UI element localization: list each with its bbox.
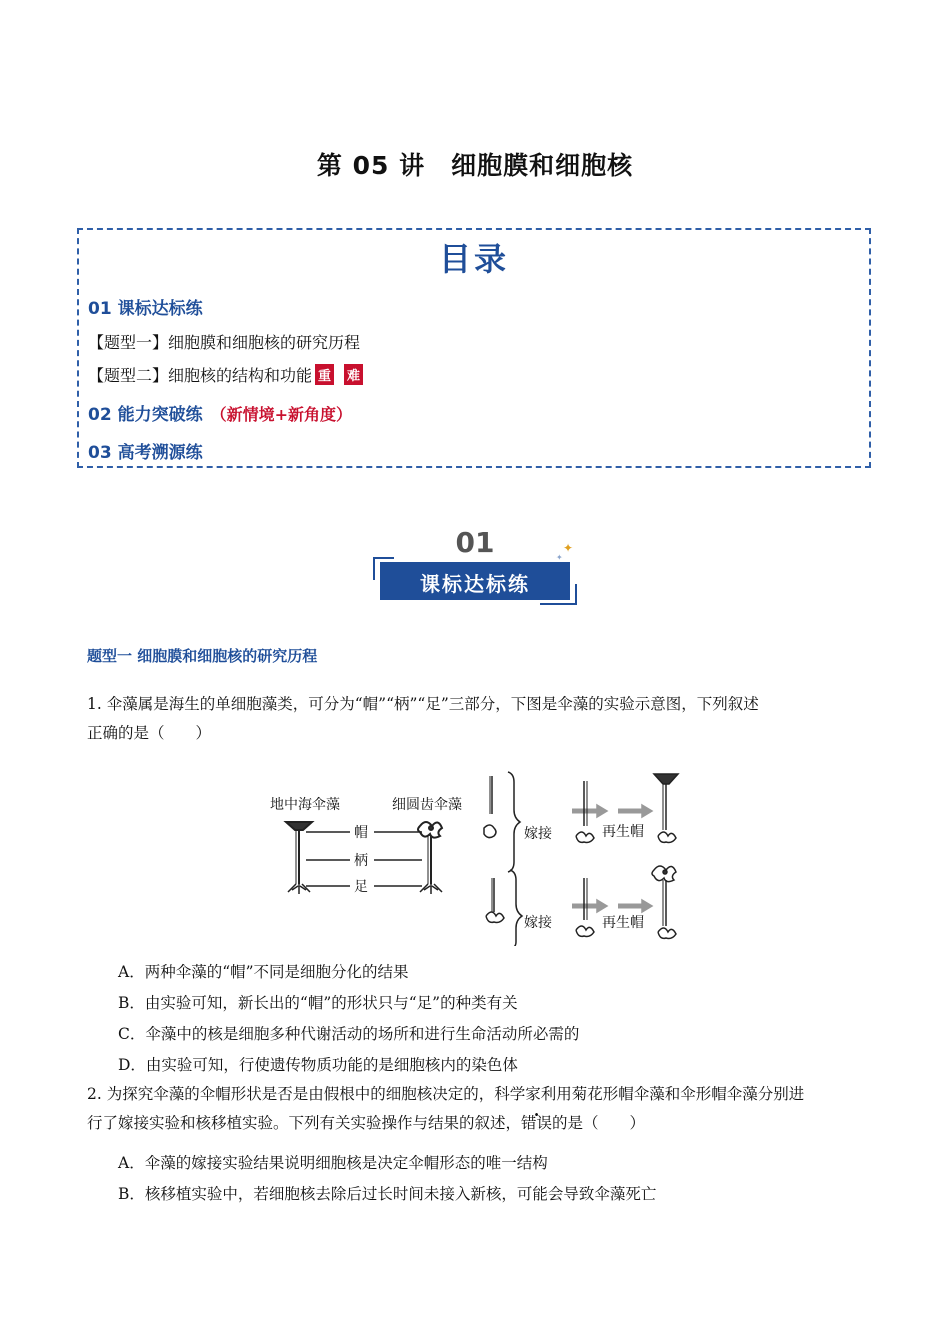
bottom-row-graphic: [486, 866, 676, 946]
section-banner: [370, 528, 580, 608]
toc-section-3[interactable]: 03 高考溯源练: [88, 443, 203, 463]
question-1-line-1: 1. 伞藻属是海生的单细胞藻类，可分为“帽”“柄”“足”三部分，下图是伞藻的实验示意图，下列叙述: [87, 695, 759, 713]
q2-option-b[interactable]: B．核移植实验中，若细胞核去除后过长时间未接入新核，可能会导致伞藻死亡: [118, 1185, 657, 1203]
diagram-graphic: [262, 766, 702, 946]
q1-option-d[interactable]: D．由实验可知，行使遗传物质功能的是细胞核内的染色体: [118, 1056, 518, 1074]
svg-text:✦: ✦: [556, 553, 563, 562]
label-regen-bottom: 再生帽: [602, 915, 644, 931]
q1-option-c[interactable]: C．伞藻中的核是细胞多种代谢活动的场所和进行生命活动所必需的: [118, 1025, 580, 1043]
label-foot: 足: [354, 879, 368, 895]
label-graft-bottom: 嫁接: [524, 915, 552, 931]
label-regen-top: 再生帽: [602, 824, 644, 840]
difficult-badge: 难: [344, 364, 363, 385]
toc-section-2-label: 02 能力突破练: [88, 405, 203, 425]
page-title: 第 05 讲 细胞膜和细胞核: [316, 151, 634, 180]
acetabularia-diagram: [262, 766, 702, 946]
question-2-stem: [87, 1080, 877, 1138]
mediterranean-alga-graphic: [286, 822, 312, 894]
top-row-graphic: [484, 772, 678, 872]
toc-item-type-2[interactable]: [88, 363, 363, 386]
banner-number: 01: [455, 526, 495, 559]
question-2-emphasis: 错误: [521, 1114, 553, 1132]
question-1-line-2: 正确的是（ ）: [87, 724, 212, 742]
question-2-line-1: 2. 为探究伞藻的伞帽形状是否是由假根中的细胞核决定的，科学家利用菊花形帽伞藻和伞形帽伞藻分别进: [87, 1085, 805, 1103]
q2-option-a[interactable]: A．伞藻的嫁接实验结果说明细胞核是决定伞帽形态的唯一结构: [118, 1154, 548, 1172]
label-cap: 帽: [354, 825, 368, 841]
label-crenulated-alga: 细圆齿伞藻: [392, 797, 462, 813]
question-2-line-2-post: 的是（ ）: [552, 1114, 646, 1132]
question-1-stem: [87, 690, 877, 748]
label-stalk: 柄: [354, 853, 368, 869]
svg-text:✦: ✦: [563, 541, 574, 555]
q1-option-b[interactable]: B．由实验可知，新长出的“帽”的形状只与“足”的种类有关: [118, 994, 518, 1012]
crenulated-alga-graphic: [418, 822, 442, 894]
banner-label: 课标达标练: [420, 572, 530, 596]
toc-item-type-1[interactable]: 【题型一】细胞膜和细胞核的研究历程: [88, 333, 361, 352]
toc-heading: 目录: [438, 240, 509, 278]
toc-section-1[interactable]: 01 课标达标练: [88, 299, 203, 319]
toc-item-type-2-label: 【题型二】细胞核的结构和功能: [88, 366, 313, 385]
q1-option-a[interactable]: A．两种伞藻的“帽”不同是细胞分化的结果: [118, 963, 409, 981]
toc-section-2-subtitle: （新情境+新角度）: [210, 405, 352, 424]
key-point-badge: 重: [315, 364, 334, 385]
label-mediterranean-alga: 地中海伞藻: [270, 797, 340, 813]
label-graft-top: 嫁接: [524, 826, 552, 842]
question-2-line-2-pre: 行了嫁接实验和核移植实验。下列有关实验操作与结果的叙述，: [87, 1114, 522, 1132]
question-type-heading: 题型一 细胞膜和细胞核的研究历程: [87, 647, 318, 665]
question-2-line-2: [87, 1109, 877, 1138]
toc-section-2[interactable]: [88, 400, 352, 425]
table-of-contents: [77, 228, 871, 468]
